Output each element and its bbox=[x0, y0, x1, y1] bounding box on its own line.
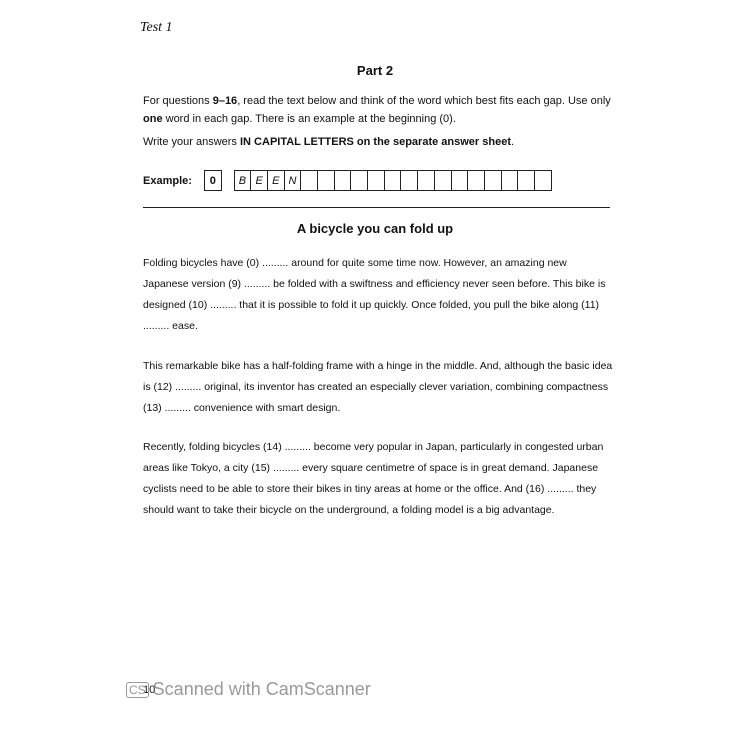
text-bold: one bbox=[143, 113, 163, 125]
answer-box bbox=[467, 170, 485, 191]
answer-box bbox=[517, 170, 535, 191]
divider bbox=[143, 207, 610, 208]
answer-box: E bbox=[267, 170, 285, 191]
paragraph-1: Folding bicycles have (0) ......... around for quite some time now. However, an amazing new Japanese version (9) ......... be folded with a swiftness and efficiency never seen before. This bike is designed (10) ......... that it is possible to fold it up quickly. Once folded, you pull the bike along (11) ......... ease. bbox=[143, 257, 606, 332]
camscanner-watermark bbox=[126, 679, 371, 700]
answer-box: N bbox=[284, 170, 302, 191]
answer-box bbox=[484, 170, 502, 191]
instruction-2 bbox=[143, 133, 623, 151]
answer-box bbox=[434, 170, 452, 191]
paragraph-3: Recently, folding bicycles (14) ......... become very popular in Japan, particularly in congested urban areas like Tokyo, a city (15) ......... every square centimetre of space is in great demand. Japanese cyclists need to be able to store their bikes in tiny areas at home or the office. And (16) ......... they should want to take their bicycle on the underground, a folding model is a big advantage. bbox=[143, 441, 604, 516]
page-number: 10 bbox=[143, 684, 156, 696]
answer-box bbox=[400, 170, 418, 191]
camscanner-logo-icon: CS bbox=[126, 682, 149, 698]
answer-box: E bbox=[250, 170, 268, 191]
text: For questions bbox=[143, 95, 213, 107]
text: . bbox=[511, 136, 515, 148]
text-bold: IN CAPITAL LETTERS on the separate answer sheet bbox=[240, 136, 511, 148]
answer-box bbox=[300, 170, 318, 191]
text-title: A bicycle you can fold up bbox=[296, 221, 454, 236]
text: word in each gap. There is an example at the beginning (0). bbox=[162, 113, 456, 125]
answer-box bbox=[334, 170, 352, 191]
paragraph-2: This remarkable bike has a half-folding frame with a hinge in the middle. And, although the basic idea is (12) ......... original, its inventor has created an especially clever variation, combining compactness (13) ......... convenience with smart design. bbox=[143, 360, 613, 414]
example-number-box: 0 bbox=[204, 170, 222, 191]
answer-box bbox=[417, 170, 435, 191]
example-row bbox=[143, 170, 552, 191]
answer-boxes bbox=[234, 170, 552, 191]
text-bold: 9–16 bbox=[212, 95, 238, 107]
answer-box: B bbox=[234, 170, 252, 191]
answer-box bbox=[350, 170, 368, 191]
answer-box bbox=[451, 170, 469, 191]
instruction-1 bbox=[143, 92, 623, 128]
answer-box bbox=[501, 170, 519, 191]
watermark-text: Scanned with CamScanner bbox=[152, 679, 371, 699]
text: , read the text below and think of the word which best fits each gap. Use only bbox=[237, 95, 611, 107]
part-heading: Part 2 bbox=[356, 63, 394, 78]
answer-box bbox=[317, 170, 335, 191]
text: Write your answers bbox=[143, 136, 240, 148]
answer-box bbox=[367, 170, 385, 191]
example-label: Example: bbox=[143, 174, 192, 187]
answer-box bbox=[534, 170, 552, 191]
running-header: Test 1 bbox=[140, 20, 173, 35]
answer-box bbox=[384, 170, 402, 191]
